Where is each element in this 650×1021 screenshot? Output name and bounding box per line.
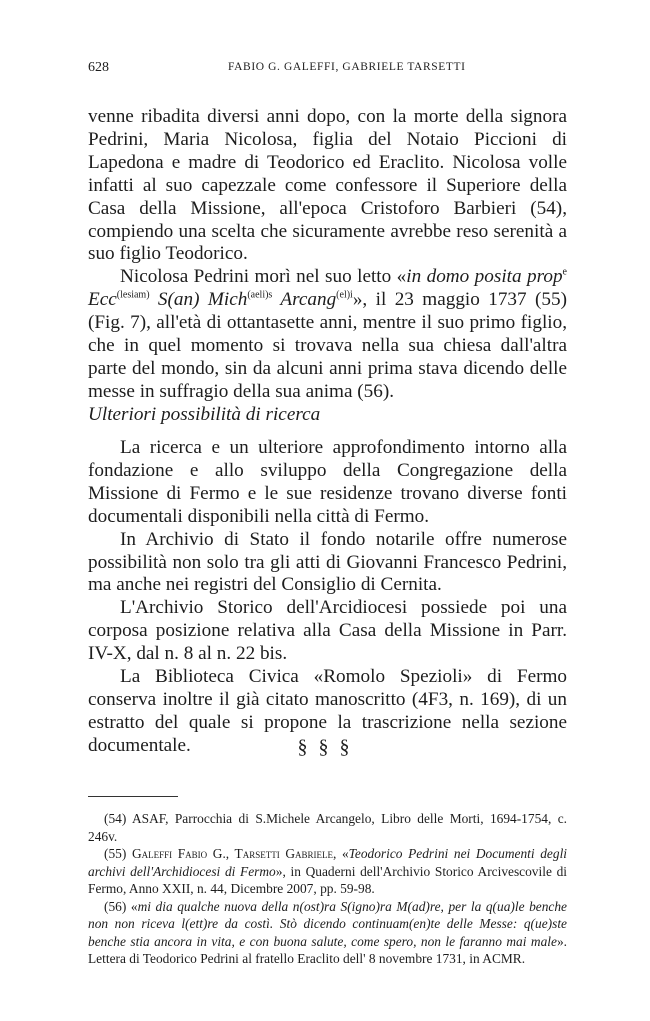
footnotes xyxy=(88,810,567,968)
body-text-upper xyxy=(88,106,567,404)
paragraph-4: In Archivio di Stato il fondo notarile offre numerose possibilità non solo tra gli atti di Giovanni Francesco Pedrini, ma anche nei registri del Consiglio di Cernita. xyxy=(88,528,567,596)
running-head xyxy=(88,60,566,78)
paragraph-1: venne ribadita diversi anni dopo, con la morte della signora Pedrini, Maria Nicolosa, figlia del Notaio Piccioni di Lapedona e madre di Teodorico ed Eraclito. Nicolosa volle infatti al suo capezzale come confessore il Superiore della Casa della Missione, all'epoca Cristoforo Barbieri (54), compiendo una scelta che sicuramente avrebbe reso serenità a suo figlio Teodorico. xyxy=(88,106,567,265)
footnote-54: (54) ASAF, Parrocchia di S.Michele Arcangelo, Libro delle Morti, 1694-1754, c. 246v. xyxy=(88,811,567,844)
paragraph-5: L'Archivio Storico dell'Arcidiocesi possiede poi una corposa posizione relativa alla Casa della Missione in Parr. IV-X, dal n. 8 al n. 22 bis. xyxy=(88,597,567,665)
paragraph-6: La Biblioteca Civica «Romolo Spezioli» di Fermo conserva inoltre il già citato manoscritto (4F3, n. 169), di un estratto del quale si propone la trascrizione nella sezione documentale. xyxy=(88,666,567,756)
body-text-lower xyxy=(88,437,567,758)
footnote-55: (55) Galeffi Fabio G., Tarsetti Gabriele, «Teodorico Pedrini nei Documenti degli archivi dell'Archidiocesi di Fermo», in Quaderni dell'Archivio Storico Arcivescovile di Fermo, Anno XXII, n. 44, Dicembre 2007, pp. 59-98. xyxy=(88,846,568,896)
footnote-56: (56) «mi dia qualche nuova della n(ost)ra S(igno)ra M(ad)re, per la q(ua)le benche non non riceva l(ett)re da costì. Stò dicendo continuam(en)te delle Messe: q(ue)ste benche stia ancora in vita, e con buona salute, come spero, non le faranno mai male». Lettera di Teodorico Pedrini al fratello Eraclito dell' 8 novembre 1731, in ACMR. xyxy=(88,898,567,966)
paragraph-3: La ricerca e un ulteriore approfondimento intorno alla fondazione e allo sviluppo della Congregazione della Missione di Fermo e le sue residenze trovano diverse fonti documentali disponibili nella città di Fermo. xyxy=(88,437,567,527)
footnote-divider xyxy=(88,796,178,797)
section-heading: Ulteriori possibilità di ricerca xyxy=(88,404,321,425)
section-break-mark: § § § xyxy=(297,736,353,758)
running-head-title: FABIO G. GALEFFI, GABRIELE TARSETTI xyxy=(228,61,466,73)
paragraph-2: Nicolosa Pedrini morì nel suo letto «in domo posita prop$^e$ Ecc$^{(lesiam)}$ S(an) Mich$^{(aeli)s}$ Arcang$^{(el)i}$», il 23 maggio 1737 (55) (Fig. 7), all'età di ottantasette anni, mentre il suo primo figlio, che in quel momento si trovava nella sua chiesa dall'altra parte del mondo, sin da alcuni anni prima stava dicendo delle messe in suffragio della sua anima (56). xyxy=(88,266,567,402)
page-number: 628 xyxy=(88,60,109,75)
